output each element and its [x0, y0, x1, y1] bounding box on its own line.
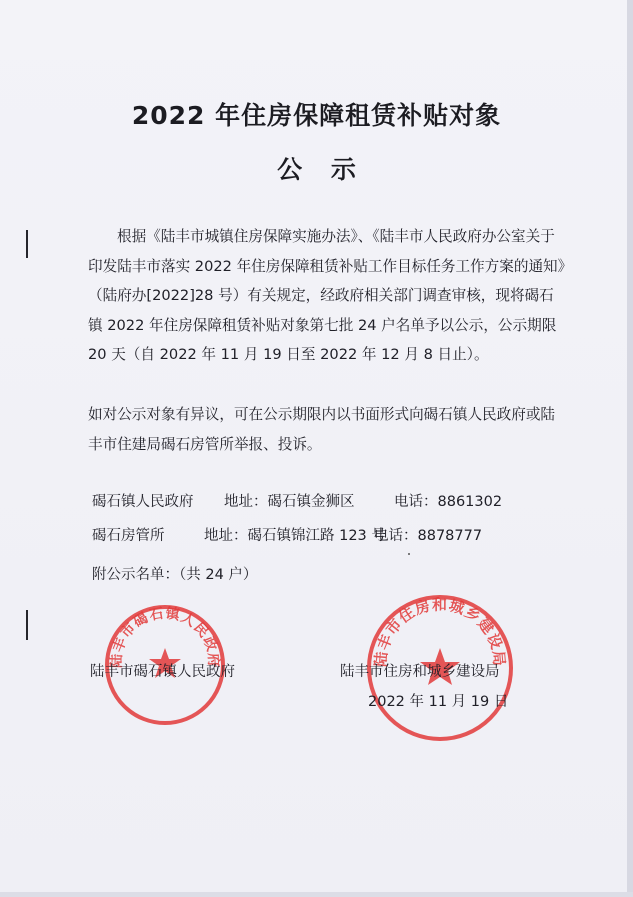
attachment-note: 附公示名单：（共 24 户）	[92, 567, 258, 583]
binding-mark-bottom	[26, 610, 28, 640]
contact-org: 碣石房管所	[92, 528, 165, 544]
scan-edge-right	[627, 0, 633, 897]
contact-phone: 电话：8878777	[374, 528, 483, 544]
binding-mark-top	[26, 230, 28, 258]
scan-edge-bottom	[0, 892, 633, 897]
body-paragraph-1: 根据《陆丰市城镇住房保障实施办法》、《陆丰市人民政府办公室关于印发陆丰市落实 2022 年住房保障租赁补贴工作目标任务工作方案的通知》（陆府办[2022]28 号）有关规定，经政府相关部门调查审核，现将碣石镇 2022 年住房保障租赁补贴对象第七批 24 户名单予以公示，公示期限 20 天（自 2022 年 11 月 19 日至 2022 年 12 月 8 日止）。	[88, 228, 565, 363]
signature-left: 陆丰市碣石镇人民政府	[90, 664, 235, 680]
contact-address: 地址：碣石镇金狮区	[224, 494, 355, 510]
contact-row	[92, 524, 482, 545]
contact-org: 碣石镇人民政府	[92, 494, 194, 510]
contact-row	[92, 490, 502, 511]
scan-speck	[408, 553, 410, 555]
body-paragraph-2	[88, 400, 568, 459]
document-subtitle: 公 示	[277, 155, 356, 184]
document-title: 2022 年住房保障租赁补贴对象	[131, 101, 502, 130]
paragraph-2-text: 如对公示对象有异议，可在公示期限内以书面形式向碣石镇人民政府或陆丰市住建局碣石房管所举报、投诉。	[88, 406, 556, 453]
signature-date: 2022 年 11 月 19 日	[368, 694, 509, 710]
contact-address: 地址：碣石镇锦江路 123 号	[204, 528, 386, 544]
signature-right: 陆丰市住房和城乡建设局	[340, 664, 500, 680]
contact-phone: 电话：8861302	[394, 494, 503, 510]
seal-left-text: 陆丰市碣石镇人民政府	[108, 605, 222, 669]
seal-right-text: 陆丰市住房和城乡建设局	[371, 595, 509, 668]
